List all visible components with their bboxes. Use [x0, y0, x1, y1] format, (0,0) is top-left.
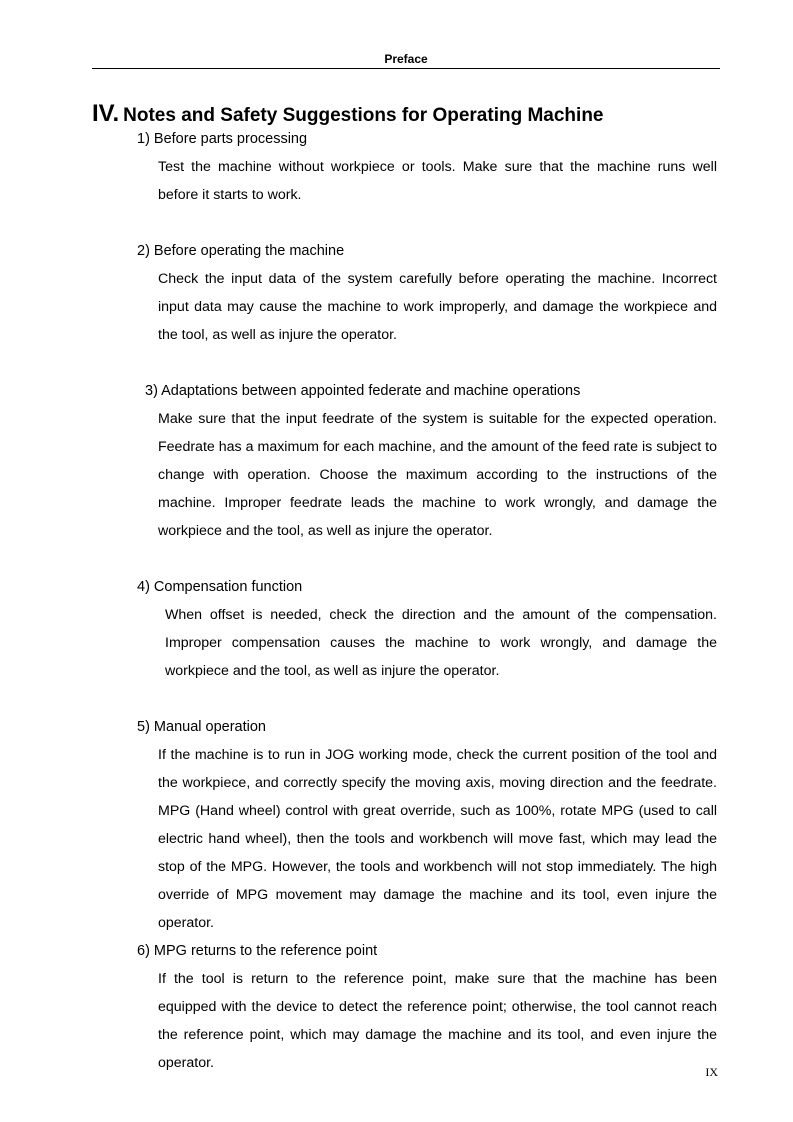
item-heading-manual-operation: 5) Manual operation	[137, 719, 266, 735]
section-numeral: IV.	[92, 100, 120, 127]
page-number: IX	[705, 1065, 718, 1079]
section-title-text: Notes and Safety Suggestions for Operating Machine	[123, 105, 604, 126]
item-body-before-parts-processing: Test the machine without workpiece or tools. Make sure that the machine runs well before it starts to work.	[158, 159, 717, 203]
item-heading-compensation-function: 4) Compensation function	[137, 579, 303, 595]
item-heading-before-parts-processing: 1) Before parts processing	[137, 131, 308, 147]
item-heading-mpg-reference-point: 6) MPG returns to the reference point	[137, 943, 378, 959]
item-heading-before-operating: 2) Before operating the machine	[137, 243, 345, 259]
header-divider	[92, 68, 720, 69]
item-body-compensation-function: When offset is needed, check the direction and the amount of the compensation. Improper compensation causes the machine to work wrongly, and damage the workpiece and the tool, as well as injure the operator.	[165, 607, 717, 679]
item-heading-feedrate-adaptations: 3) Adaptations between appointed federate and machine operations	[145, 383, 581, 399]
item-body-before-operating: Check the input data of the system carefully before operating the machine. Incorrect input data may cause the machine to work improperly, and damage the workpiece and the tool, as well as injure the operator.	[158, 271, 717, 343]
item-body-manual-operation: If the machine is to run in JOG working mode, check the current position of the tool and the workpiece, and correctly specify the moving axis, moving direction and the feedrate. MPG (Hand wheel) control with great override, such as 100%, rotate MPG (used to call electric hand wheel), then the tools and workbench will move fast, which may lead the stop of the MPG. However, the tools and workbench will not stop immediately. The high override of MPG movement may damage the machine and its tool, even injure the operator.	[158, 747, 717, 931]
item-body-feedrate-adaptations: Make sure that the input feedrate of the system is suitable for the expected operation. Feedrate has a maximum for each machine, and the amount of the feed rate is subject to change with operation. Choose the maximum according to the instructions of the machine. Improper feedrate leads the machine to work wrongly, and damage the workpiece and the tool, as well as injure the operator.	[158, 411, 717, 539]
running-header: Preface	[384, 52, 428, 66]
item-body-mpg-reference-point: If the tool is return to the reference point, make sure that the machine has been equipped with the device to detect the reference point; otherwise, the tool cannot reach the reference point, which may damage the machine and its tool, and even injure the operator.	[158, 971, 717, 1071]
